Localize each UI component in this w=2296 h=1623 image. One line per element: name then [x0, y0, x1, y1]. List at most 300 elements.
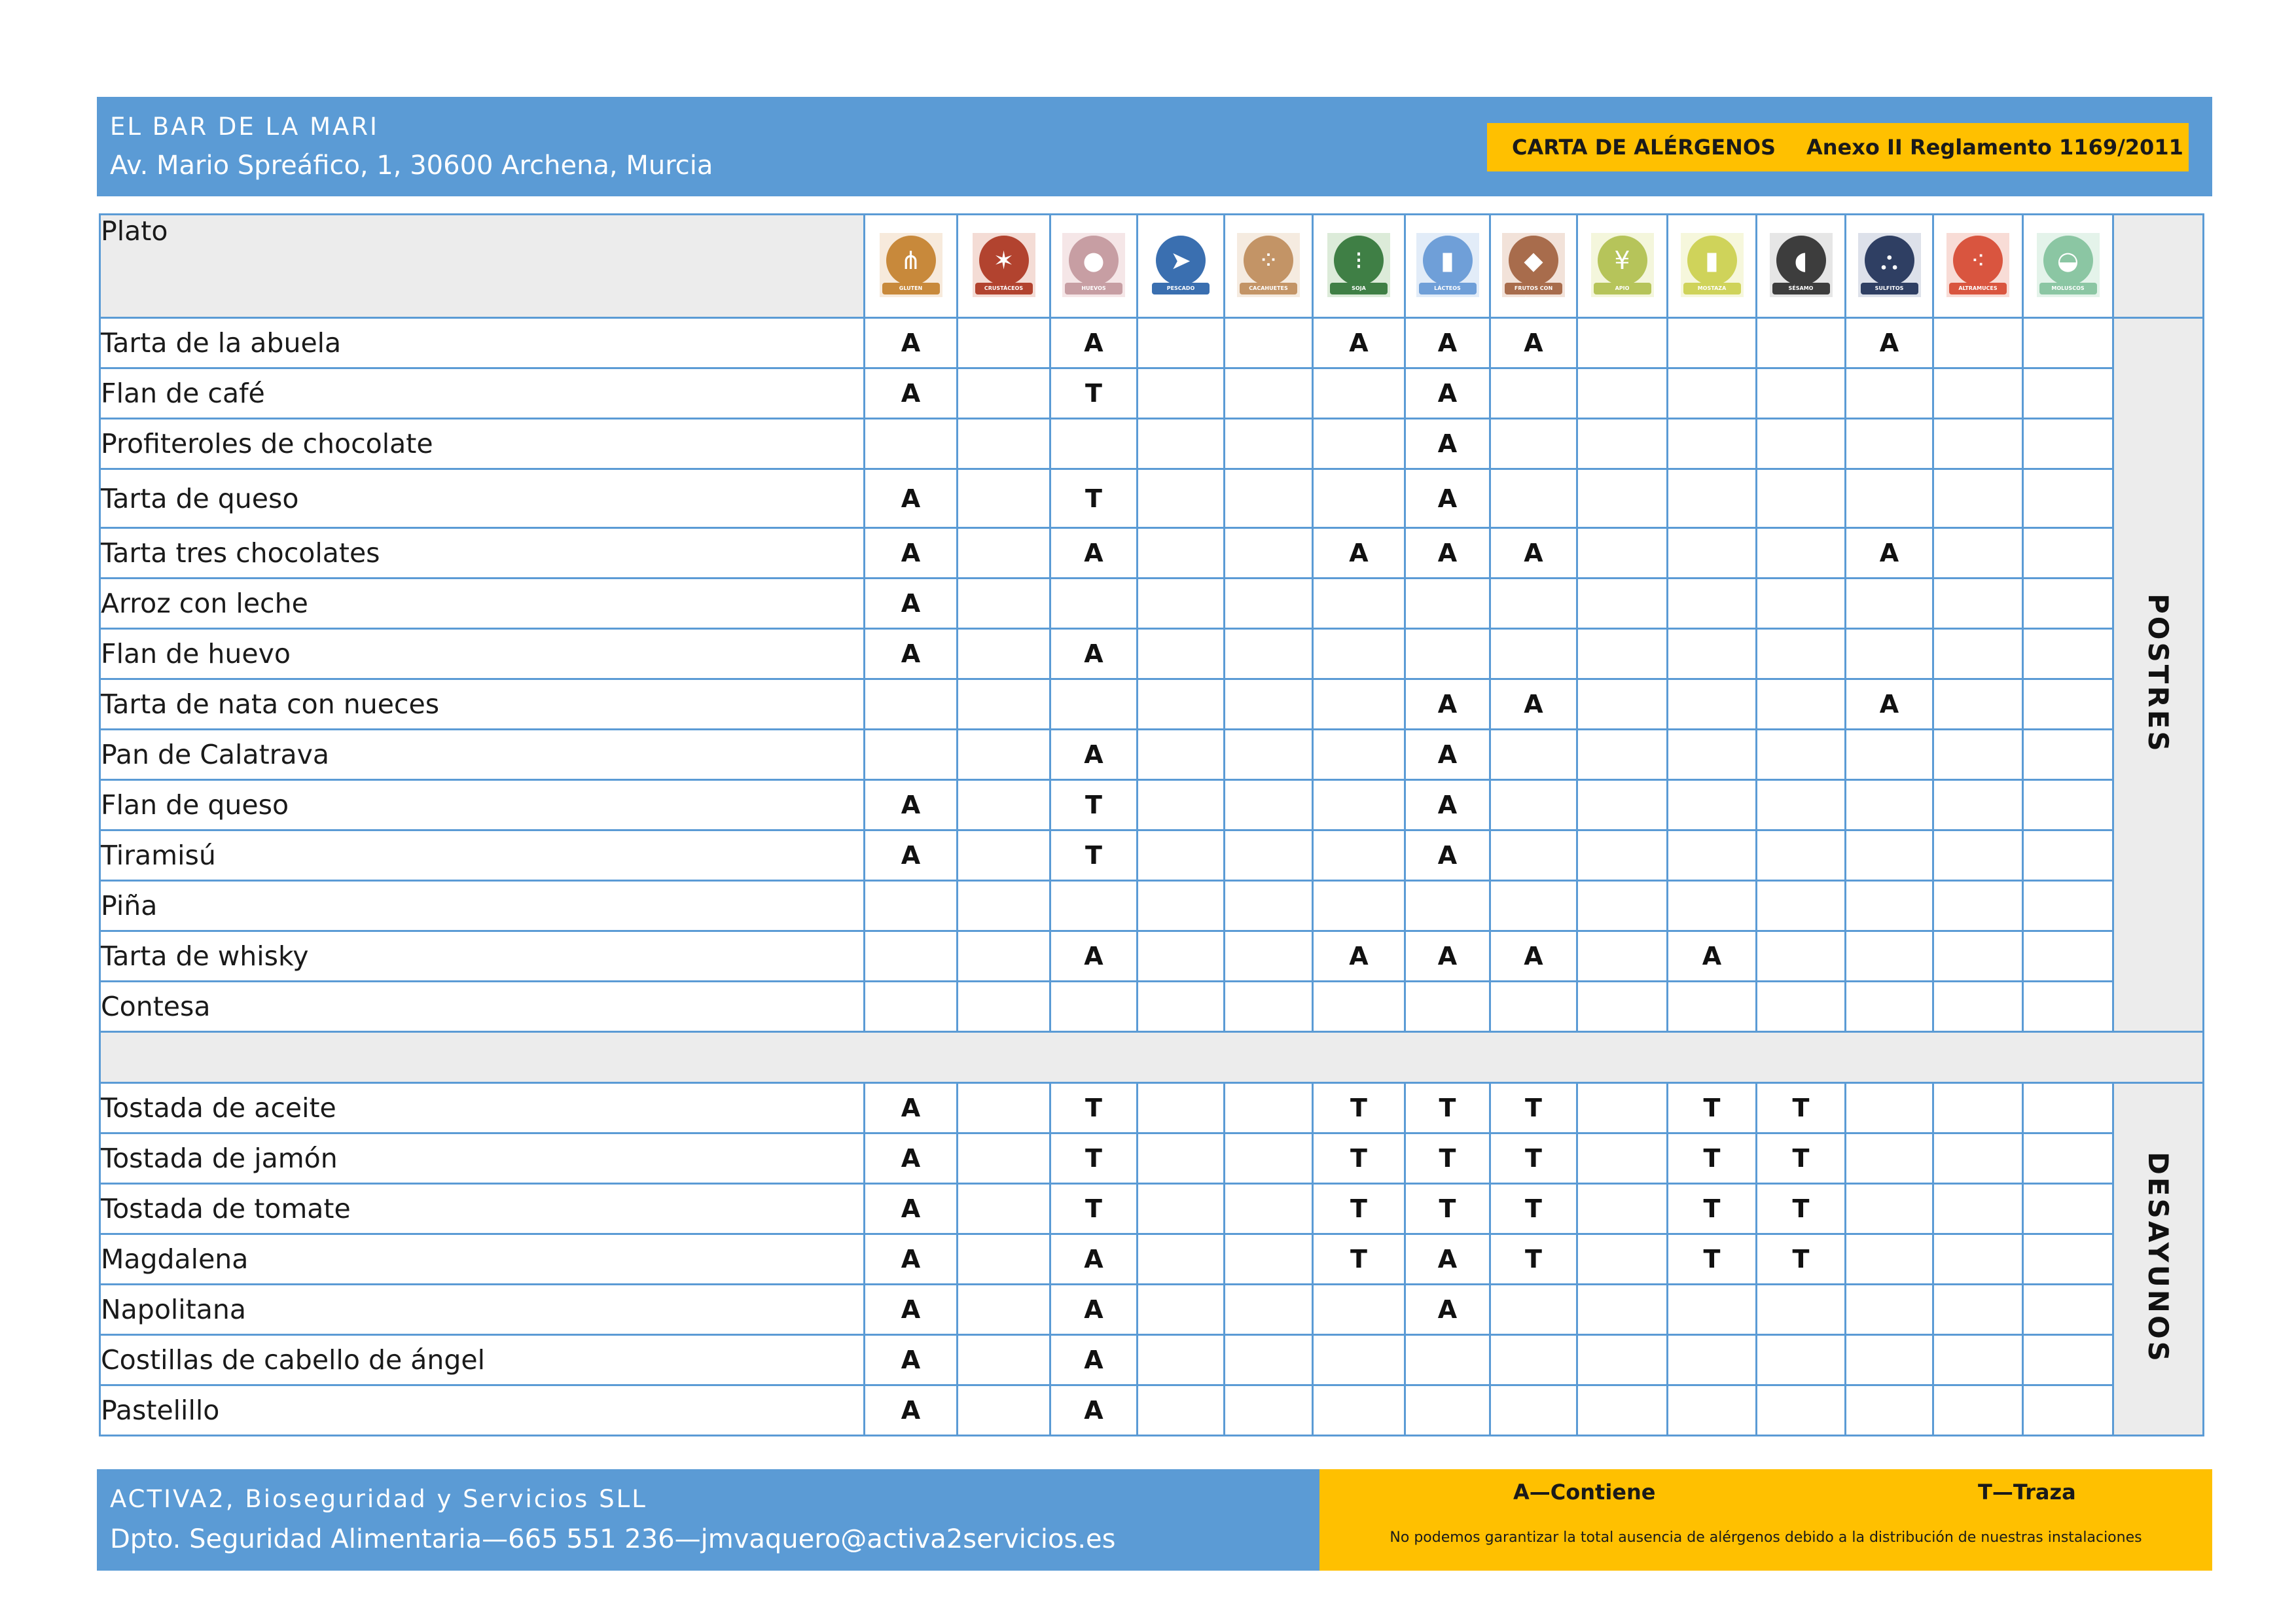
allergen-cell	[1846, 830, 1933, 881]
allergen-cell	[1490, 1335, 1577, 1385]
allergen-cell	[1138, 830, 1225, 881]
allergen-cell	[1757, 469, 1846, 528]
allergen-cell	[1757, 679, 1846, 730]
allergen-cell	[1668, 1385, 1757, 1436]
allergen-cell: A	[865, 579, 958, 629]
allergen-cell: T	[1050, 830, 1138, 881]
allergen-cell	[1050, 881, 1138, 931]
allergen-cell	[1138, 881, 1225, 931]
allergen-cell	[1757, 629, 1846, 679]
allergen-cell	[1577, 780, 1668, 830]
allergen-cell	[1225, 730, 1313, 780]
allergen-cell	[1668, 982, 1757, 1032]
allergen-cell	[1933, 1234, 2023, 1285]
section-spacer	[100, 1032, 2204, 1083]
allergen-cell: T	[1757, 1133, 1846, 1184]
allergen-cell: T	[1668, 1184, 1757, 1234]
allergen-cell: A	[1490, 931, 1577, 982]
table-row	[100, 830, 2204, 881]
allergen-cell	[1757, 881, 1846, 931]
allergen-header	[1846, 215, 1933, 318]
allergen-cell	[1668, 368, 1757, 419]
allergen-badge	[1858, 233, 1921, 297]
allergen-header	[1225, 215, 1313, 318]
allergen-cell: A	[1405, 368, 1490, 419]
allergen-cell: A	[865, 318, 958, 368]
allergen-cell	[1846, 1133, 1933, 1184]
allergen-cell: A	[1846, 679, 1933, 730]
allergen-cell	[1490, 368, 1577, 419]
allergen-cell	[1225, 318, 1313, 368]
company-contact: Dpto. Seguridad Alimentaria—665 551 236—jmvaquero@activa2servicios.es	[110, 1524, 1116, 1554]
allergen-cell: A	[1405, 318, 1490, 368]
sulphite-icon	[1865, 236, 1914, 285]
allergen-cell	[1138, 1335, 1225, 1385]
allergen-cell: A	[1050, 528, 1138, 579]
allergen-cell	[865, 982, 958, 1032]
allergen-cell	[958, 469, 1050, 528]
allergen-cell: A	[865, 1133, 958, 1184]
allergen-cell: T	[1050, 1083, 1138, 1133]
allergen-cell	[1225, 579, 1313, 629]
allergen-cell	[2023, 982, 2113, 1032]
allergen-cell: A	[1846, 318, 1933, 368]
allergen-cell	[1138, 1285, 1225, 1335]
allergen-cell	[2023, 730, 2113, 780]
allergen-cell	[1405, 982, 1490, 1032]
allergen-label: LÁCTEOS	[1419, 283, 1477, 294]
dish-name: Tarta de queso	[100, 469, 865, 528]
allergen-cell: T	[1490, 1083, 1577, 1133]
allergen-cell	[1933, 1385, 2023, 1436]
allergen-cell	[865, 419, 958, 469]
allergen-cell	[1577, 1285, 1668, 1335]
allergen-cell	[865, 931, 958, 982]
allergen-cell: T	[1313, 1234, 1405, 1285]
dish-name: Profiteroles de chocolate	[100, 419, 865, 469]
allergen-cell	[1138, 931, 1225, 982]
allergen-cell	[1577, 1234, 1668, 1285]
allergen-cell: T	[1405, 1133, 1490, 1184]
allergen-cell: A	[1405, 931, 1490, 982]
allergen-badge	[1502, 233, 1565, 303]
allergen-badge	[880, 233, 942, 297]
allergen-cell: A	[865, 1083, 958, 1133]
allergen-badge	[1946, 233, 2009, 297]
allergen-cell	[1668, 528, 1757, 579]
allergen-cell: A	[1668, 931, 1757, 982]
allergen-cell: T	[1050, 780, 1138, 830]
allergen-cell	[2023, 780, 2113, 830]
allergen-cell: A	[1405, 780, 1490, 830]
allergen-cell	[1405, 881, 1490, 931]
allergen-label: SULFITOS	[1861, 283, 1918, 294]
allergen-cell	[1225, 830, 1313, 881]
allergen-glyph: ⋔	[900, 245, 922, 275]
allergen-cell	[1225, 1385, 1313, 1436]
dish-name: Costillas de cabello de ángel	[100, 1335, 865, 1385]
allergen-badge	[973, 233, 1035, 297]
allergen-cell: A	[865, 528, 958, 579]
dish-name: Tiramisú	[100, 830, 865, 881]
allergen-cell: A	[1490, 528, 1577, 579]
dish-name: Napolitana	[100, 1285, 865, 1335]
allergen-cell	[1490, 730, 1577, 780]
allergen-cell: T	[1668, 1234, 1757, 1285]
allergen-header	[1313, 215, 1405, 318]
allergen-badge	[1327, 233, 1390, 297]
allergen-cell	[1225, 780, 1313, 830]
allergen-cell	[1757, 730, 1846, 780]
allergen-cell	[1138, 629, 1225, 679]
allergen-cell	[2023, 469, 2113, 528]
allergen-cell: A	[1405, 1285, 1490, 1335]
allergen-cell	[1313, 1285, 1405, 1335]
allergen-glyph: ➤	[1170, 245, 1191, 275]
allergen-cell	[1757, 579, 1846, 629]
allergen-cell	[1490, 830, 1577, 881]
allergen-cell	[1313, 1385, 1405, 1436]
allergen-cell	[1668, 679, 1757, 730]
footer-legend	[1319, 1469, 2212, 1571]
allergen-cell	[1225, 931, 1313, 982]
allergen-cell	[1846, 780, 1933, 830]
allergen-cell	[1490, 780, 1577, 830]
disclaimer: No podemos garantizar la total ausencia de alérgenos debido a la distribución de nuestras instalaciones	[1390, 1529, 2142, 1546]
allergen-cell	[1225, 528, 1313, 579]
allergen-cell	[1490, 629, 1577, 679]
allergen-glyph: ▮	[1705, 245, 1719, 275]
table-row	[100, 1335, 2204, 1385]
allergen-cell	[1668, 1285, 1757, 1335]
allergen-cell	[1933, 1184, 2023, 1234]
allergen-label: GLUTEN	[882, 283, 940, 294]
allergen-cell: T	[1668, 1133, 1757, 1184]
restaurant-address: Av. Mario Spreáfico, 1, 30600 Archena, Murcia	[110, 151, 713, 181]
allergen-label: SOJA	[1330, 283, 1388, 294]
allergen-badge	[1591, 233, 1654, 297]
company-name: ACTIVA2, Bioseguridad y Servicios SLL	[110, 1485, 647, 1513]
crustacean-icon	[979, 236, 1029, 285]
allergen-cell	[1757, 1385, 1846, 1436]
allergen-cell	[2023, 368, 2113, 419]
allergen-cell	[1225, 1234, 1313, 1285]
table-row	[100, 1184, 2204, 1234]
allergen-cell	[1846, 1083, 1933, 1133]
footer-company	[97, 1469, 1319, 1571]
allergen-header	[2023, 215, 2113, 318]
allergen-cell	[958, 318, 1050, 368]
category-label	[2113, 1083, 2204, 1436]
allergen-cell	[1225, 982, 1313, 1032]
allergen-cell: T	[1405, 1184, 1490, 1234]
table-row	[100, 368, 2204, 419]
lupin-icon	[1953, 236, 2003, 285]
allergen-cell	[1225, 679, 1313, 730]
peanut-icon	[1244, 236, 1293, 285]
header-corner	[2113, 215, 2204, 318]
allergen-cell	[1757, 318, 1846, 368]
allergen-table	[99, 213, 2204, 1436]
allergen-cell	[1933, 780, 2023, 830]
allergen-label: APIO	[1594, 283, 1651, 294]
spacer-cell	[100, 1032, 2204, 1083]
allergen-header	[1138, 215, 1225, 318]
dish-name: Magdalena	[100, 1234, 865, 1285]
allergen-header	[1490, 215, 1577, 318]
allergen-cell	[1668, 780, 1757, 830]
allergen-cell	[1138, 1083, 1225, 1133]
allergen-cell	[2023, 830, 2113, 881]
dish-name: Contesa	[100, 982, 865, 1032]
allergen-cell: A	[1050, 318, 1138, 368]
allergen-cell: A	[1050, 931, 1138, 982]
allergen-cell	[1757, 982, 1846, 1032]
allergen-header	[865, 215, 958, 318]
allergen-cell: A	[1050, 629, 1138, 679]
allergen-cell	[1933, 830, 2023, 881]
allergen-cell	[1933, 1335, 2023, 1385]
allergen-cell	[1225, 629, 1313, 679]
allergen-cell: A	[1846, 528, 1933, 579]
dish-name: Tarta de nata con nueces	[100, 679, 865, 730]
allergen-cell	[1846, 1285, 1933, 1335]
allergen-cell: A	[1313, 528, 1405, 579]
title-box	[1487, 123, 2189, 171]
allergen-cell	[1490, 579, 1577, 629]
dish-name: Arroz con leche	[100, 579, 865, 629]
allergen-cell	[1490, 982, 1577, 1032]
allergen-cell: A	[1405, 419, 1490, 469]
allergen-header	[958, 215, 1050, 318]
allergen-cell	[1577, 1083, 1668, 1133]
allergen-cell: A	[865, 1184, 958, 1234]
allergen-cell	[1225, 368, 1313, 419]
allergen-cell	[1225, 1335, 1313, 1385]
allergen-badge	[1062, 233, 1125, 297]
allergen-glyph: ◖	[1794, 245, 1808, 275]
allergen-cell	[1138, 982, 1225, 1032]
allergen-cell	[958, 629, 1050, 679]
allergen-cell	[1405, 579, 1490, 629]
dish-name: Tostada de aceite	[100, 1083, 865, 1133]
allergen-cell	[1846, 730, 1933, 780]
table-row	[100, 780, 2204, 830]
allergen-cell	[1138, 780, 1225, 830]
allergen-cell	[1933, 931, 2023, 982]
allergen-cell	[1668, 881, 1757, 931]
table-row	[100, 730, 2204, 780]
allergen-cell	[1313, 982, 1405, 1032]
table-row	[100, 318, 2204, 368]
allergen-cell	[958, 528, 1050, 579]
allergen-cell: A	[865, 629, 958, 679]
allergen-cell	[1313, 579, 1405, 629]
allergen-cell	[1577, 730, 1668, 780]
dish-name: Flan de café	[100, 368, 865, 419]
dish-name: Pan de Calatrava	[100, 730, 865, 780]
allergen-glyph: ▮	[1441, 245, 1454, 275]
allergen-cell	[1933, 318, 2023, 368]
legend-contains: A—Contiene	[1513, 1480, 1656, 1505]
allergen-cell	[1490, 1385, 1577, 1436]
allergen-label: PESCADO	[1152, 283, 1210, 294]
allergen-cell	[1933, 679, 2023, 730]
allergen-cell: A	[1313, 931, 1405, 982]
allergen-cell	[1846, 629, 1933, 679]
allergen-cell: A	[1405, 1234, 1490, 1285]
allergen-cell	[1668, 579, 1757, 629]
allergen-cell: A	[865, 368, 958, 419]
allergen-cell	[1050, 419, 1138, 469]
allergen-cell	[1933, 881, 2023, 931]
allergen-cell	[1668, 629, 1757, 679]
dish-name: Tostada de tomate	[100, 1184, 865, 1234]
allergen-cell	[1313, 419, 1405, 469]
allergen-cell	[2023, 1234, 2113, 1285]
egg-icon	[1069, 236, 1119, 285]
allergen-cell	[1757, 780, 1846, 830]
allergen-cell	[1933, 469, 2023, 528]
allergen-cell	[1846, 1184, 1933, 1234]
allergen-cell: T	[1050, 1184, 1138, 1234]
allergen-cell	[958, 830, 1050, 881]
allergen-cell	[1933, 982, 2023, 1032]
allergen-label: CACAHUETES	[1240, 283, 1297, 294]
allergen-cell	[1138, 1133, 1225, 1184]
category-label	[2113, 318, 2204, 1032]
allergen-cell	[1846, 419, 1933, 469]
allergen-cell: T	[1313, 1133, 1405, 1184]
allergen-cell	[1577, 931, 1668, 982]
allergen-cell: A	[1050, 730, 1138, 780]
allergen-cell	[1313, 368, 1405, 419]
allergen-cell	[1490, 881, 1577, 931]
table-row	[100, 629, 2204, 679]
allergen-cell	[1846, 931, 1933, 982]
allergen-cell: A	[1050, 1285, 1138, 1335]
allergen-cell	[1933, 579, 2023, 629]
allergen-cell	[1577, 1133, 1668, 1184]
plato-header: Plato	[100, 215, 865, 318]
allergen-cell	[1138, 318, 1225, 368]
allergen-cell	[1490, 419, 1577, 469]
allergen-cell	[2023, 1335, 2113, 1385]
allergen-cell	[1577, 469, 1668, 528]
category-name: DESAYUNOS	[2142, 1152, 2174, 1364]
legend-trace: T—Traza	[1978, 1480, 2076, 1505]
nut-icon	[1509, 236, 1558, 285]
category-name: POSTRES	[2142, 593, 2174, 754]
allergen-cell	[1577, 368, 1668, 419]
allergen-label: ALTRAMUCES	[1949, 283, 2007, 294]
allergen-cell	[1668, 469, 1757, 528]
allergen-cell	[1577, 830, 1668, 881]
allergen-cell: A	[1405, 830, 1490, 881]
allergen-cell	[958, 579, 1050, 629]
allergen-cell	[1668, 730, 1757, 780]
table-row	[100, 1133, 2204, 1184]
allergen-cell	[1846, 881, 1933, 931]
allergen-cell: A	[865, 1385, 958, 1436]
allergen-cell: A	[1405, 469, 1490, 528]
allergen-cell	[1668, 419, 1757, 469]
dish-name: Flan de queso	[100, 780, 865, 830]
allergen-cell	[2023, 1285, 2113, 1335]
allergen-cell: T	[1757, 1184, 1846, 1234]
allergen-cell	[1138, 469, 1225, 528]
allergen-cell: A	[865, 1234, 958, 1285]
soy-icon	[1334, 236, 1384, 285]
allergen-cell	[1050, 982, 1138, 1032]
allergen-badge	[2037, 233, 2100, 297]
allergen-cell	[1138, 679, 1225, 730]
allergen-glyph: ¥	[1614, 245, 1630, 275]
allergen-cell: A	[1490, 318, 1577, 368]
allergen-cell	[1846, 1234, 1933, 1285]
allergen-cell	[1933, 629, 2023, 679]
allergen-label: CRUSTÁCEOS	[975, 283, 1033, 294]
allergen-header	[1050, 215, 1138, 318]
allergen-cell	[2023, 629, 2113, 679]
allergen-cell	[958, 1385, 1050, 1436]
allergen-cell: T	[1490, 1234, 1577, 1285]
allergen-cell	[1138, 419, 1225, 469]
allergen-cell	[1668, 1335, 1757, 1385]
footer	[97, 1469, 2212, 1571]
allergen-cell	[958, 982, 1050, 1032]
allergen-cell	[1577, 528, 1668, 579]
allergen-cell	[1138, 730, 1225, 780]
allergen-cell	[1138, 528, 1225, 579]
allergen-cell	[865, 679, 958, 730]
allergen-glyph: ⁝	[1354, 245, 1363, 275]
allergen-cell: T	[1757, 1234, 1846, 1285]
allergen-cell	[1313, 469, 1405, 528]
table-row	[100, 469, 2204, 528]
allergen-cell	[958, 881, 1050, 931]
allergen-cell: A	[1050, 1234, 1138, 1285]
allergen-cell	[1225, 419, 1313, 469]
allergen-cell: A	[865, 780, 958, 830]
header-banner	[97, 97, 2212, 196]
allergen-cell: A	[865, 830, 958, 881]
allergen-cell	[2023, 579, 2113, 629]
celery-icon	[1598, 236, 1647, 285]
allergen-cell: T	[1668, 1083, 1757, 1133]
table-row	[100, 419, 2204, 469]
allergen-cell	[2023, 881, 2113, 931]
allergen-cell: A	[1405, 730, 1490, 780]
allergen-label: FRUTOS CON CÁSCARA	[1505, 283, 1562, 294]
dish-name: Pastelillo	[100, 1385, 865, 1436]
allergen-cell	[1846, 1385, 1933, 1436]
allergen-cell	[958, 780, 1050, 830]
allergen-cell	[958, 1083, 1050, 1133]
allergen-cell	[1577, 1385, 1668, 1436]
mollusc-icon	[2043, 236, 2093, 285]
allergen-cell	[1313, 830, 1405, 881]
table-row	[100, 1385, 2204, 1436]
allergen-cell: T	[1313, 1184, 1405, 1234]
allergen-header	[1933, 215, 2023, 318]
allergen-cell	[1225, 1083, 1313, 1133]
table-row	[100, 1285, 2204, 1335]
allergen-badge	[1416, 233, 1479, 297]
dish-name: Tarta tres chocolates	[100, 528, 865, 579]
allergen-glyph: ◆	[1524, 245, 1543, 275]
allergen-cell	[1668, 830, 1757, 881]
